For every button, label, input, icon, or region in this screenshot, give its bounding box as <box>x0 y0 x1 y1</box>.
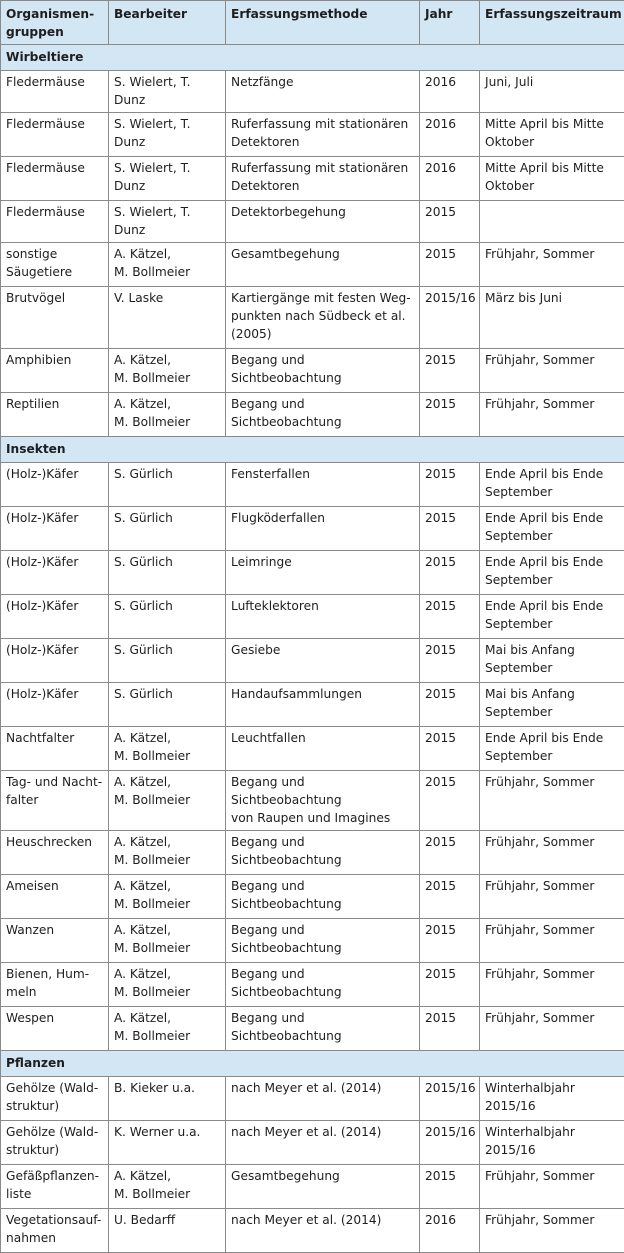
erfassungszeitraum-cell <box>480 201 624 243</box>
cell-text: S. Wielert, T. Dunz <box>114 115 220 151</box>
section-title: Pflanzen <box>1 1051 624 1077</box>
bearbeiter-cell <box>109 201 226 243</box>
organismengruppe-cell <box>1 831 109 875</box>
table-row <box>1 875 624 919</box>
cell-text: 2015/16 <box>425 1079 474 1097</box>
jahr-cell <box>420 1165 480 1209</box>
cell-text: Begang und Sichtbeobachtung von Raupen und Imagines <box>231 773 414 827</box>
erfassungsmethode-cell <box>226 507 420 551</box>
cell-text: Ruferfassung mit stationären Detektoren <box>231 159 414 195</box>
cell-text: Fledermäuse <box>6 203 103 221</box>
cell-text: 2015 <box>425 729 474 747</box>
cell-text: Leimringe <box>231 553 414 571</box>
erfassungszeitraum-cell <box>480 71 624 113</box>
cell-text: nach Meyer et al. (2014) <box>231 1211 414 1229</box>
header-jahr: Jahr <box>420 1 480 45</box>
organismengruppe-cell <box>1 639 109 683</box>
cell-text: Frühjahr, Sommer <box>485 833 619 851</box>
erfassungszeitraum-cell <box>480 393 624 437</box>
organismengruppe-cell <box>1 963 109 1007</box>
organismengruppe-cell <box>1 201 109 243</box>
bearbeiter-cell <box>109 963 226 1007</box>
cell-text: A. Kätzel, M. Bollmeier <box>114 729 220 765</box>
cell-text: S. Gürlich <box>114 685 220 703</box>
table-row <box>1 727 624 771</box>
jahr-cell <box>420 639 480 683</box>
erfassungszeitraum-cell <box>480 1077 624 1121</box>
cell-text: 2015/16 <box>425 289 474 307</box>
cell-text: Amphibien <box>6 351 103 369</box>
jahr-cell <box>420 1209 480 1253</box>
table-row <box>1 113 624 157</box>
erfassungszeitraum-cell <box>480 157 624 201</box>
organismengruppe-cell <box>1 595 109 639</box>
table-body <box>1 45 624 1253</box>
cell-text: Frühjahr, Sommer <box>485 395 619 413</box>
cell-text: Gesamtbegehung <box>231 1167 414 1185</box>
cell-text: S. Wielert, T. Dunz <box>114 73 220 109</box>
table-row <box>1 551 624 595</box>
cell-text: A. Kätzel, M. Bollmeier <box>114 833 220 869</box>
header-bearbeiter: Bearbeiter <box>109 1 226 45</box>
cell-text: Frühjahr, Sommer <box>485 351 619 369</box>
cell-text: März bis Juni <box>485 289 619 307</box>
organismengruppe-cell <box>1 71 109 113</box>
table-row <box>1 963 624 1007</box>
erfassungsmethode-cell <box>226 157 420 201</box>
cell-text: B. Kieker u.a. <box>114 1079 220 1097</box>
jahr-cell <box>420 113 480 157</box>
cell-text: (Holz-)Käfer <box>6 509 103 527</box>
cell-text: Ende April bis Ende September <box>485 465 619 501</box>
cell-text: Gesamtbegehung <box>231 245 414 263</box>
section-row <box>1 45 624 71</box>
organismengruppe-cell <box>1 349 109 393</box>
cell-text: Mai bis Anfang September <box>485 685 619 721</box>
jahr-cell <box>420 71 480 113</box>
erfassungszeitraum-cell <box>480 551 624 595</box>
table-row <box>1 507 624 551</box>
table-row <box>1 157 624 201</box>
erfassungszeitraum-cell <box>480 507 624 551</box>
cell-text: Wanzen <box>6 921 103 939</box>
erfassungsmethode-cell <box>226 1121 420 1165</box>
organismengruppe-cell <box>1 113 109 157</box>
cell-text: S. Gürlich <box>114 509 220 527</box>
erfassungszeitraum-cell <box>480 1165 624 1209</box>
cell-text: Winterhalbjahr 2015/16 <box>485 1079 619 1115</box>
cell-text: Ende April bis Ende September <box>485 729 619 765</box>
cell-text: 2015 <box>425 833 474 851</box>
erfassungszeitraum-cell <box>480 1121 624 1165</box>
header-erfassungszeitraum: Erfassungszeitraum <box>480 1 624 45</box>
cell-text: A. Kätzel, M. Bollmeier <box>114 773 220 809</box>
cell-text: S. Wielert, T. Dunz <box>114 159 220 195</box>
erfassungszeitraum-cell <box>480 963 624 1007</box>
bearbeiter-cell <box>109 639 226 683</box>
cell-text: 2015 <box>425 685 474 703</box>
cell-text: A. Kätzel, M. Bollmeier <box>114 395 220 431</box>
cell-text: Ende April bis Ende September <box>485 597 619 633</box>
jahr-cell <box>420 683 480 727</box>
cell-text: Frühjahr, Sommer <box>485 965 619 983</box>
cell-text: Gesiebe <box>231 641 414 659</box>
erfassungsmethode-cell <box>226 727 420 771</box>
cell-text: Frühjahr, Sommer <box>485 245 619 263</box>
cell-text: Frühjahr, Sommer <box>485 1009 619 1027</box>
erfassungszeitraum-cell <box>480 1209 624 1253</box>
erfassungsmethode-cell <box>226 595 420 639</box>
cell-text: Bienen, Hum- meln <box>6 965 103 1001</box>
bearbeiter-cell <box>109 1007 226 1051</box>
cell-text: 2015/16 <box>425 1123 474 1141</box>
cell-text: 2015 <box>425 553 474 571</box>
cell-text: S. Gürlich <box>114 465 220 483</box>
bearbeiter-cell <box>109 1165 226 1209</box>
cell-text: Handaufsammlungen <box>231 685 414 703</box>
cell-text: 2016 <box>425 73 474 91</box>
bearbeiter-cell <box>109 1209 226 1253</box>
cell-text: Frühjahr, Sommer <box>485 1211 619 1229</box>
table-row <box>1 919 624 963</box>
cell-text: Mitte April bis Mitte Oktober <box>485 159 619 195</box>
cell-text: A. Kätzel, M. Bollmeier <box>114 351 220 387</box>
cell-text: Begang und Sichtbeobachtung <box>231 965 414 1001</box>
bearbeiter-cell <box>109 113 226 157</box>
cell-text: Mai bis Anfang September <box>485 641 619 677</box>
jahr-cell <box>420 507 480 551</box>
cell-text: Fledermäuse <box>6 73 103 91</box>
organismengruppe-cell <box>1 243 109 287</box>
cell-text: Winterhalbjahr 2015/16 <box>485 1123 619 1159</box>
cell-text: A. Kätzel, M. Bollmeier <box>114 965 220 1001</box>
bearbeiter-cell <box>109 831 226 875</box>
table-row <box>1 683 624 727</box>
table-row <box>1 393 624 437</box>
table-row <box>1 595 624 639</box>
bearbeiter-cell <box>109 507 226 551</box>
jahr-cell <box>420 463 480 507</box>
bearbeiter-cell <box>109 157 226 201</box>
organismengruppe-cell <box>1 463 109 507</box>
cell-text: 2015 <box>425 465 474 483</box>
cell-text: Begang und Sichtbeobachtung <box>231 351 414 387</box>
jahr-cell <box>420 1121 480 1165</box>
cell-text: Wespen <box>6 1009 103 1027</box>
organismengruppe-cell <box>1 1077 109 1121</box>
table-row <box>1 1121 624 1165</box>
cell-text: Gefäßpflanzen- liste <box>6 1167 103 1203</box>
organismengruppe-cell <box>1 683 109 727</box>
cell-text: 2015 <box>425 395 474 413</box>
cell-text: (Holz-)Käfer <box>6 553 103 571</box>
table-row <box>1 639 624 683</box>
cell-text: U. Bedarff <box>114 1211 220 1229</box>
organismengruppe-cell <box>1 919 109 963</box>
jahr-cell <box>420 727 480 771</box>
cell-text: Fledermäuse <box>6 115 103 133</box>
erfassungsmethode-cell <box>226 831 420 875</box>
cell-text: Reptilien <box>6 395 103 413</box>
bearbeiter-cell <box>109 771 226 831</box>
table-row <box>1 243 624 287</box>
table-header <box>1 1 624 45</box>
bearbeiter-cell <box>109 243 226 287</box>
erfassungszeitraum-cell <box>480 287 624 349</box>
jahr-cell <box>420 201 480 243</box>
organismengruppe-cell <box>1 157 109 201</box>
jahr-cell <box>420 287 480 349</box>
jahr-cell <box>420 919 480 963</box>
header-organismengruppen: Organismen- gruppen <box>1 1 109 45</box>
organismengruppe-cell <box>1 1165 109 1209</box>
cell-text: (Holz-)Käfer <box>6 685 103 703</box>
erfassungsmethode-cell <box>226 349 420 393</box>
cell-text: Begang und Sichtbeobachtung <box>231 921 414 957</box>
organismengruppe-cell <box>1 507 109 551</box>
cell-text: 2016 <box>425 1211 474 1229</box>
table-row <box>1 349 624 393</box>
erfassungszeitraum-cell <box>480 683 624 727</box>
cell-text: nach Meyer et al. (2014) <box>231 1079 414 1097</box>
jahr-cell <box>420 963 480 1007</box>
erfassungszeitraum-cell <box>480 639 624 683</box>
cell-text: Ameisen <box>6 877 103 895</box>
erfassungszeitraum-cell <box>480 727 624 771</box>
organismengruppe-cell <box>1 393 109 437</box>
organismengruppe-cell <box>1 771 109 831</box>
table-row <box>1 1077 624 1121</box>
bearbeiter-cell <box>109 683 226 727</box>
erfassungszeitraum-cell <box>480 349 624 393</box>
jahr-cell <box>420 393 480 437</box>
jahr-cell <box>420 1077 480 1121</box>
erfassungsmethode-cell <box>226 201 420 243</box>
cell-text: A. Kätzel, M. Bollmeier <box>114 921 220 957</box>
cell-text: Frühjahr, Sommer <box>485 1167 619 1185</box>
cell-text: 2016 <box>425 159 474 177</box>
cell-text: S. Gürlich <box>114 597 220 615</box>
erfassungsmethode-cell <box>226 683 420 727</box>
cell-text: S. Wielert, T. Dunz <box>114 203 220 239</box>
table-row <box>1 1007 624 1051</box>
cell-text: V. Laske <box>114 289 220 307</box>
erfassungsmethode-cell <box>226 1077 420 1121</box>
erfassungsmethode-cell <box>226 463 420 507</box>
bearbeiter-cell <box>109 595 226 639</box>
erfassungszeitraum-cell <box>480 919 624 963</box>
cell-text: 2015 <box>425 1009 474 1027</box>
jahr-cell <box>420 595 480 639</box>
bearbeiter-cell <box>109 463 226 507</box>
cell-text: S. Gürlich <box>114 553 220 571</box>
organismengruppe-cell <box>1 727 109 771</box>
cell-text: Juni, Juli <box>485 73 619 91</box>
cell-text: nach Meyer et al. (2014) <box>231 1123 414 1141</box>
erfassungszeitraum-cell <box>480 875 624 919</box>
cell-text: 2015 <box>425 921 474 939</box>
section-row <box>1 437 624 463</box>
cell-text: Leuchtfallen <box>231 729 414 747</box>
erfassungsmethode-cell <box>226 393 420 437</box>
cell-text: K. Werner u.a. <box>114 1123 220 1141</box>
organismengruppe-cell <box>1 875 109 919</box>
erfassungszeitraum-cell <box>480 113 624 157</box>
erfassungsmethode-cell <box>226 243 420 287</box>
cell-text: Nachtfalter <box>6 729 103 747</box>
jahr-cell <box>420 1007 480 1051</box>
cell-text: A. Kätzel, M. Bollmeier <box>114 1167 220 1203</box>
erfassungsmethode-cell <box>226 919 420 963</box>
cell-text: 2015 <box>425 965 474 983</box>
erfassungsmethode-cell <box>226 1209 420 1253</box>
cell-text: Netzfänge <box>231 73 414 91</box>
table-row <box>1 201 624 243</box>
cell-text: Vegetationsauf- nahmen <box>6 1211 103 1247</box>
erfassungsmethode-cell <box>226 1007 420 1051</box>
cell-text: Brutvögel <box>6 289 103 307</box>
section-row <box>1 1051 624 1077</box>
cell-text: Begang und Sichtbeobachtung <box>231 833 414 869</box>
jahr-cell <box>420 349 480 393</box>
bearbeiter-cell <box>109 551 226 595</box>
cell-text: 2016 <box>425 115 474 133</box>
erfassungsmethode-cell <box>226 287 420 349</box>
erfassungszeitraum-cell <box>480 595 624 639</box>
erfassungsmethode-cell <box>226 113 420 157</box>
cell-text: Frühjahr, Sommer <box>485 773 619 791</box>
erfassungsmethode-cell <box>226 875 420 919</box>
cell-text: Heuschrecken <box>6 833 103 851</box>
erfassungsmethode-cell <box>226 771 420 831</box>
cell-text: Detektorbegehung <box>231 203 414 221</box>
table-row <box>1 1165 624 1209</box>
section-title: Insekten <box>1 437 624 463</box>
erfassungsmethode-cell <box>226 963 420 1007</box>
cell-text: Begang und Sichtbeobachtung <box>231 1009 414 1045</box>
cell-text: Kartiergänge mit festen Weg- punkten nach Südbeck et al. (2005) <box>231 289 414 343</box>
cell-text: A. Kätzel, M. Bollmeier <box>114 1009 220 1045</box>
cell-text: Begang und Sichtbeobachtung <box>231 877 414 913</box>
bearbeiter-cell <box>109 393 226 437</box>
cell-text: Lufteklektoren <box>231 597 414 615</box>
bearbeiter-cell <box>109 71 226 113</box>
erfassungsmethode-cell <box>226 639 420 683</box>
table-row <box>1 287 624 349</box>
cell-text: A. Kätzel, M. Bollmeier <box>114 877 220 913</box>
cell-text: Flugköderfallen <box>231 509 414 527</box>
cell-text: 2015 <box>425 203 474 221</box>
cell-text: sonstige Säugetiere <box>6 245 103 281</box>
organismengruppe-cell <box>1 1121 109 1165</box>
cell-text: 2015 <box>425 351 474 369</box>
cell-text: Fensterfallen <box>231 465 414 483</box>
jahr-cell <box>420 831 480 875</box>
table-row <box>1 831 624 875</box>
organismengruppe-cell <box>1 287 109 349</box>
bearbeiter-cell <box>109 349 226 393</box>
cell-text: 2015 <box>425 773 474 791</box>
erfassungszeitraum-cell <box>480 771 624 831</box>
erfassungszeitraum-cell <box>480 463 624 507</box>
table-row <box>1 1209 624 1253</box>
jahr-cell <box>420 875 480 919</box>
cell-text: Ende April bis Ende September <box>485 553 619 589</box>
cell-text: 2015 <box>425 641 474 659</box>
cell-text: Gehölze (Wald- struktur) <box>6 1079 103 1115</box>
organismengruppe-cell <box>1 1209 109 1253</box>
cell-text: Frühjahr, Sommer <box>485 921 619 939</box>
cell-text: Begang und Sichtbeobachtung <box>231 395 414 431</box>
bearbeiter-cell <box>109 1121 226 1165</box>
erfassungszeitraum-cell <box>480 831 624 875</box>
cell-text: 2015 <box>425 1167 474 1185</box>
erfassungsmethode-cell <box>226 71 420 113</box>
bearbeiter-cell <box>109 287 226 349</box>
jahr-cell <box>420 243 480 287</box>
cell-text: 2015 <box>425 245 474 263</box>
table-row <box>1 771 624 831</box>
cell-text: S. Gürlich <box>114 641 220 659</box>
jahr-cell <box>420 551 480 595</box>
cell-text: Gehölze (Wald- struktur) <box>6 1123 103 1159</box>
erfassungszeitraum-cell <box>480 1007 624 1051</box>
cell-text: Fledermäuse <box>6 159 103 177</box>
cell-text: 2015 <box>425 877 474 895</box>
cell-text: Frühjahr, Sommer <box>485 877 619 895</box>
table-row <box>1 463 624 507</box>
erfassungsmethode-cell <box>226 551 420 595</box>
organismengruppe-cell <box>1 551 109 595</box>
jahr-cell <box>420 771 480 831</box>
cell-text: (Holz-)Käfer <box>6 641 103 659</box>
header-erfassungsmethode: Erfassungsmethode <box>226 1 420 45</box>
header-row <box>1 1 624 45</box>
jahr-cell <box>420 157 480 201</box>
cell-text: 2015 <box>425 509 474 527</box>
cell-text: (Holz-)Käfer <box>6 597 103 615</box>
cell-text: Tag- und Nacht- falter <box>6 773 103 809</box>
section-title: Wirbeltiere <box>1 45 624 71</box>
organismengruppe-cell <box>1 1007 109 1051</box>
cell-text: (Holz-)Käfer <box>6 465 103 483</box>
cell-text: 2015 <box>425 597 474 615</box>
table-row <box>1 71 624 113</box>
cell-text: A. Kätzel, M. Bollmeier <box>114 245 220 281</box>
bearbeiter-cell <box>109 919 226 963</box>
bearbeiter-cell <box>109 727 226 771</box>
cell-text: Ende April bis Ende September <box>485 509 619 545</box>
cell-text: Mitte April bis Mitte Oktober <box>485 115 619 151</box>
erfassungsmethode-cell <box>226 1165 420 1209</box>
cell-text: Ruferfassung mit stationären Detektoren <box>231 115 414 151</box>
bearbeiter-cell <box>109 875 226 919</box>
erfassungszeitraum-cell <box>480 243 624 287</box>
bearbeiter-cell <box>109 1077 226 1121</box>
